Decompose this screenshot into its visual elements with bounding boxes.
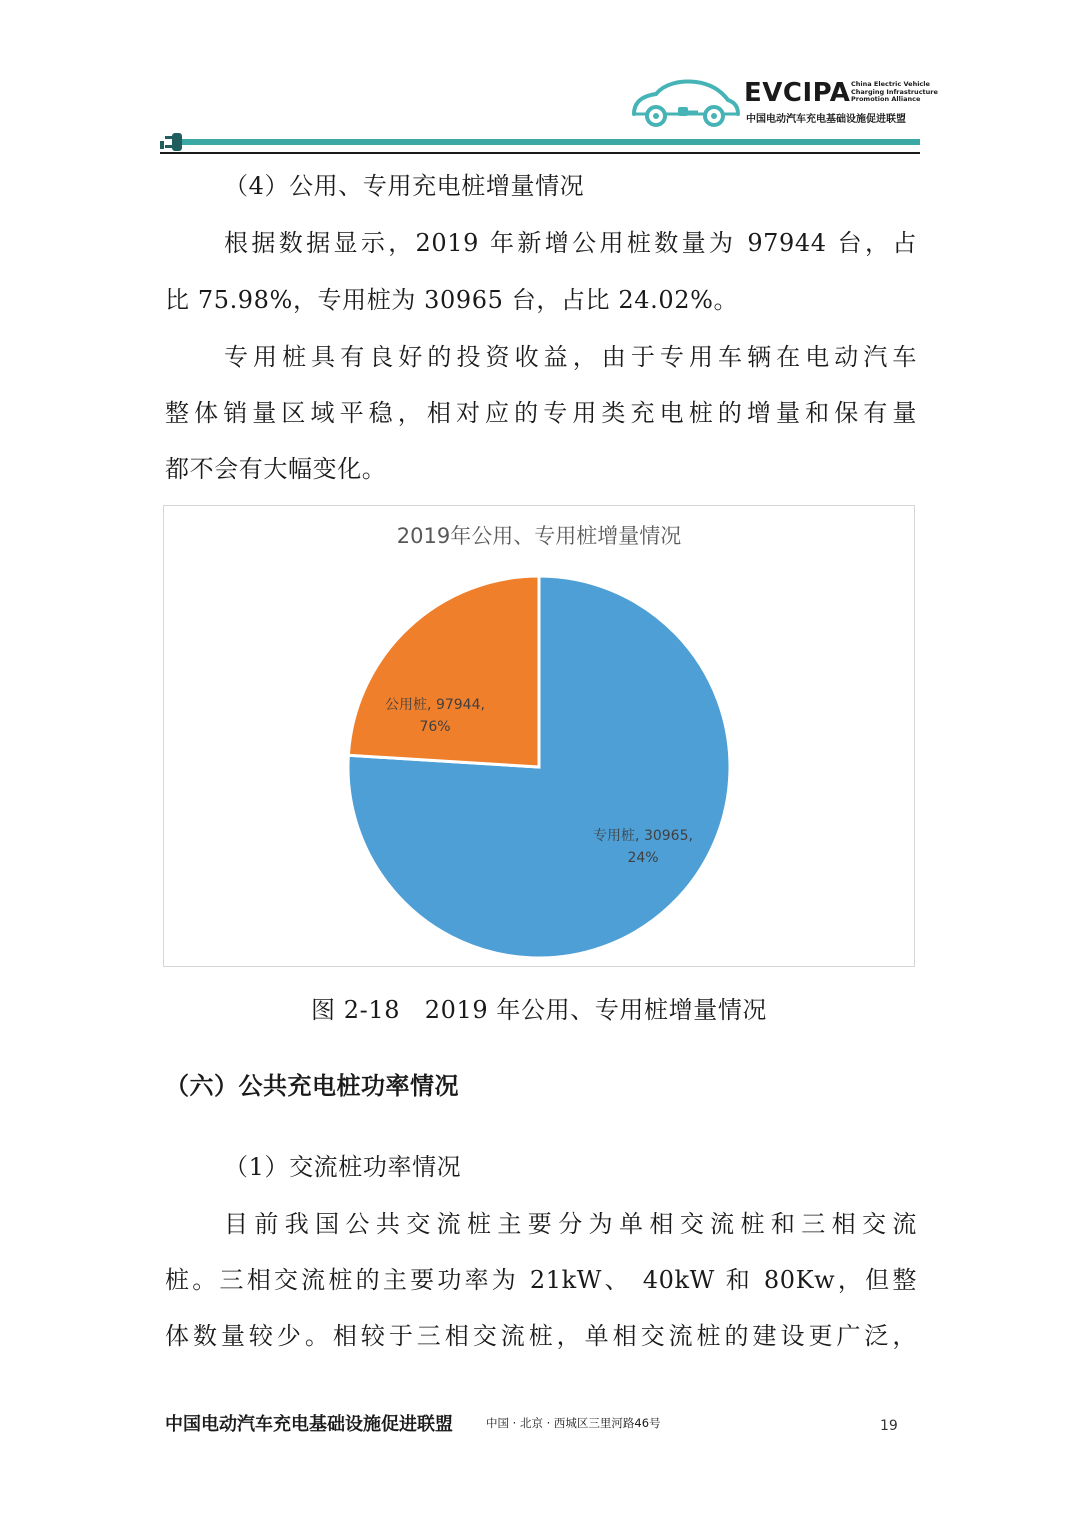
data-label-dedicated-line: 24% xyxy=(627,850,659,866)
paragraph-line: 都不会有大幅变化。 xyxy=(165,455,387,483)
data-label-public-line: 公用桩, 97944, xyxy=(385,697,485,713)
paragraph-line: 整体销量区域平稳，相对应的专用类充电桩的增量和保有量 xyxy=(165,399,917,427)
subsection-heading-1: （1）交流桩功率情况 xyxy=(224,1153,462,1181)
paragraph-line: 专用桩具有良好的投资收益，由于专用车辆在电动汽车 xyxy=(224,343,917,371)
logo-brand-text: EVCIPA xyxy=(744,78,851,108)
logo-chinese-text: 中国电动汽车充电基础设施促进联盟 xyxy=(746,114,906,125)
header-plug-rule xyxy=(160,130,920,154)
data-label-public xyxy=(370,694,500,738)
logo-english-line: China Electric Vehicle xyxy=(851,80,930,88)
page-number: 19 xyxy=(880,1418,898,1434)
paragraph-line: 体数量较少。相较于三相交流桩，单相交流桩的建设更广泛， xyxy=(165,1322,917,1350)
paragraph-line: 比 75.98%，专用桩为 30965 台，占比 24.02%。 xyxy=(165,286,739,314)
logo-english-line: Promotion Alliance xyxy=(851,95,921,103)
logo-english-line: Charging Infrastructure xyxy=(851,87,938,96)
chart-title: 2019年公用、专用桩增量情况 xyxy=(396,524,682,548)
figure-caption: 图 2-18 2019 年公用、专用桩增量情况 xyxy=(310,996,768,1024)
pie-slice-dedicated xyxy=(348,576,539,767)
subsection-heading-4: （4）公用、专用充电桩增量情况 xyxy=(224,172,585,200)
paragraph-line: 目前我国公共交流桩主要分为单相交流桩和三相交流 xyxy=(224,1210,917,1238)
section-heading-6: （六）公共充电桩功率情况 xyxy=(165,1072,459,1100)
evcipa-logo-car-icon xyxy=(628,74,740,130)
paragraph-line: 根据数据显示，2019 年新增公用桩数量为 97944 台，占 xyxy=(224,229,917,257)
pie-chart xyxy=(163,505,915,967)
logo-english-text xyxy=(851,80,938,104)
data-label-dedicated-line: 专用桩, 30965, xyxy=(593,828,693,844)
paragraph-line: 桩。三相交流桩的主要功率为 21kW、 40kW 和 80Kw，但整 xyxy=(165,1266,917,1294)
footer-organization: 中国电动汽车充电基础设施促进联盟 xyxy=(165,1414,453,1435)
data-label-dedicated xyxy=(578,825,708,869)
footer-address: 中国 · 北京 · 西城区三里河路46号 xyxy=(486,1416,661,1430)
data-label-public-line: 76% xyxy=(419,719,451,735)
